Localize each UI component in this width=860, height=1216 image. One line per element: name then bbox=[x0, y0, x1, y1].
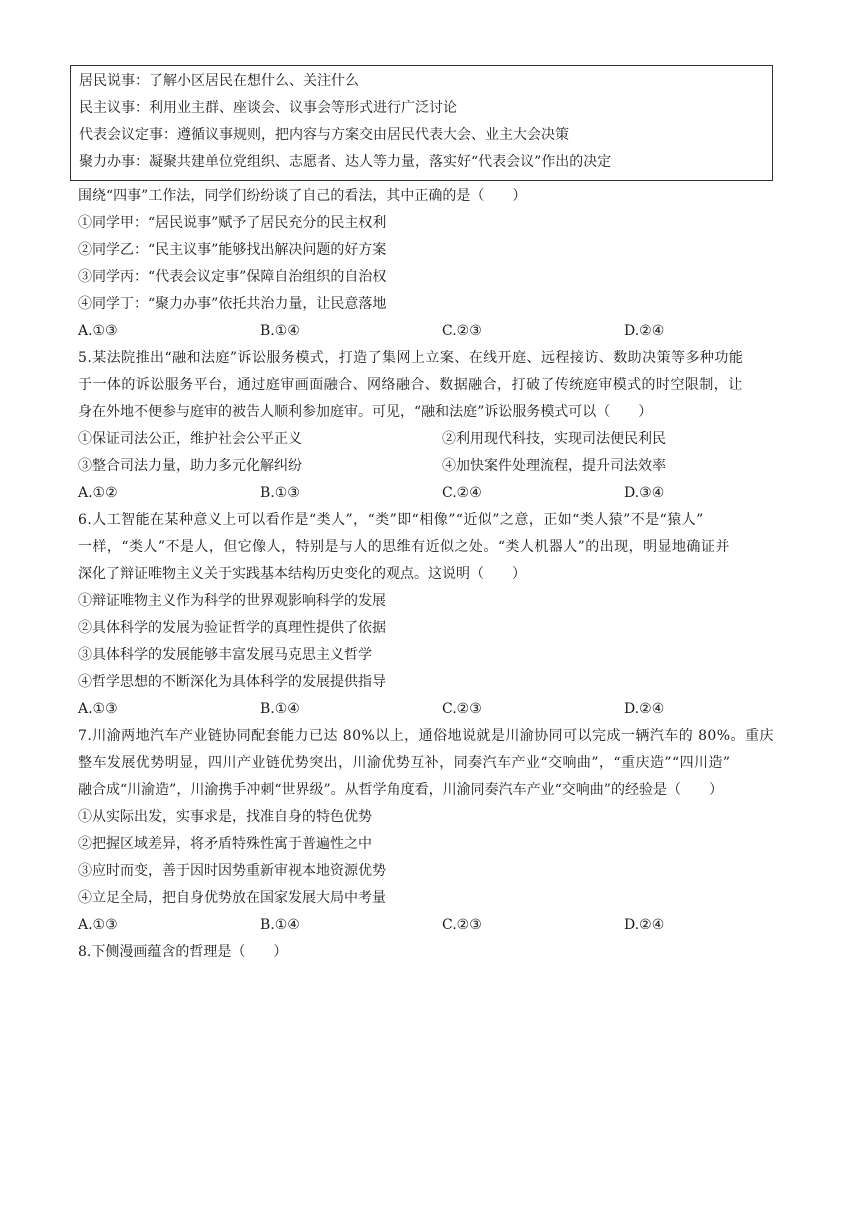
box-line-4: 聚力办事：凝聚共建单位党组织、志愿者、达人等力量，落实好“代表会议”作出的决定 bbox=[79, 154, 612, 170]
box-line-2: 民主议事：利用业主群、座谈会、议事会等形式进行广泛讨论 bbox=[79, 100, 457, 116]
q7-item-1: ①从实际出发，实事求是，找准自身的特色优势 bbox=[78, 809, 372, 825]
q6-item-3: ③具体科学的发展能够丰富发展马克思主义哲学 bbox=[78, 647, 372, 663]
q4-option-d: D.②④ bbox=[624, 323, 665, 339]
q7-option-b: B.①④ bbox=[260, 917, 300, 933]
q7-item-4: ④立足全局，把自身优势放在国家发展大局中考量 bbox=[78, 890, 386, 906]
box-line-1: 居民说事：了解小区居民在想什么、关注什么 bbox=[79, 73, 359, 89]
q6-option-c: C.②③ bbox=[442, 701, 482, 717]
q6-stem-line-1: 6.人工智能在某种意义上可以看作是“类人”，“类”即“相像”“近似”之意，正如“类人猿”不是“猿人” bbox=[78, 512, 704, 528]
q4-item-1: ①同学甲：“居民说事”赋予了居民充分的民主权利 bbox=[78, 215, 387, 231]
method-box bbox=[70, 65, 773, 181]
q4-option-a: A.①③ bbox=[78, 323, 118, 339]
q6-stem-line-3: 深化了辩证唯物主义关于实践基本结构历史变化的观点。这说明（ ） bbox=[78, 566, 526, 582]
q7-option-a: A.①③ bbox=[78, 917, 118, 933]
box-line-3: 代表会议定事：遵循议事规则，把内容与方案交由居民代表大会、业主大会决策 bbox=[79, 127, 569, 143]
q6-option-b: B.①④ bbox=[260, 701, 300, 717]
q7-option-d: D.②④ bbox=[624, 917, 665, 933]
q6-item-4: ④哲学思想的不断深化为具体科学的发展提供指导 bbox=[78, 674, 386, 690]
q4-item-3: ③同学丙：“代表会议定事”保障自治组织的自治权 bbox=[78, 269, 387, 285]
q4-item-4: ④同学丁：“聚力办事”依托共治力量，让民意落地 bbox=[78, 296, 387, 312]
q5-stem-line-2: 于一体的诉讼服务平台，通过庭审画面融合、网络融合、数据融合，打破了传统庭审模式的时空限制，让 bbox=[78, 377, 743, 393]
q5-option-a: A.①② bbox=[78, 485, 118, 501]
q7-item-3: ③应时而变，善于因时因势重新审视本地资源优势 bbox=[78, 863, 386, 879]
q7-stem-line-3: 融合成“川渝造”，川渝携手冲刺“世界级”。从哲学角度看，川渝同奏汽车产业“交响曲”的经验是（ ） bbox=[78, 782, 723, 798]
q5-option-c: C.②④ bbox=[442, 485, 482, 501]
q6-stem-line-2: 一样，“类人”不是人，但它像人，特别是与人的思维有近似之处。“类人机器人”的出现，明显地确证并 bbox=[78, 539, 730, 555]
q5-option-d: D.③④ bbox=[624, 485, 665, 501]
q5-item-4: ④加快案件处理流程，提升司法效率 bbox=[442, 458, 666, 474]
q6-option-d: D.②④ bbox=[624, 701, 665, 717]
q4-stem: 围绕“四事”工作法，同学们纷纷谈了自己的看法，其中正确的是（ ） bbox=[78, 188, 527, 204]
q4-item-2: ②同学乙：“民主议事”能够找出解决问题的好方案 bbox=[78, 242, 387, 258]
q5-item-1: ①保证司法公正，维护社会公平正义 bbox=[78, 431, 302, 447]
q5-item-2: ②利用现代科技，实现司法便民利民 bbox=[442, 431, 666, 447]
q8-stem: 8.下侧漫画蕴含的哲理是（ ） bbox=[78, 944, 288, 960]
q5-stem-line-3: 身在外地不便参与庭审的被告人顺利参加庭审。可见，“融和法庭”诉讼服务模式可以（ ） bbox=[78, 404, 653, 420]
q6-item-2: ②具体科学的发展为验证哲学的真理性提供了依据 bbox=[78, 620, 386, 636]
q4-option-c: C.②③ bbox=[442, 323, 482, 339]
q5-item-3: ③整合司法力量，助力多元化解纠纷 bbox=[78, 458, 302, 474]
q6-option-a: A.①③ bbox=[78, 701, 118, 717]
q7-stem-line-2: 整车发展优势明显，四川产业链优势突出，川渝优势互补，同奏汽车产业“交响曲”，“重庆造”“四川造” bbox=[78, 755, 731, 771]
q4-option-b: B.①④ bbox=[260, 323, 300, 339]
q7-option-c: C.②③ bbox=[442, 917, 482, 933]
q7-item-2: ②把握区域差异，将矛盾特殊性寓于普遍性之中 bbox=[78, 836, 372, 852]
q5-stem-line-1: 5.某法院推出“融和法庭”诉讼服务模式，打造了集网上立案、在线开庭、远程接访、数助决策等多种功能 bbox=[78, 350, 744, 366]
q7-stem-line-1: 7.川渝两地汽车产业链协同配套能力已达 80%以上，通俗地说就是川渝协同可以完成一辆汽车的 80%。重庆 bbox=[78, 728, 774, 744]
q6-item-1: ①辩证唯物主义作为科学的世界观影响科学的发展 bbox=[78, 593, 386, 609]
q5-option-b: B.①③ bbox=[260, 485, 300, 501]
